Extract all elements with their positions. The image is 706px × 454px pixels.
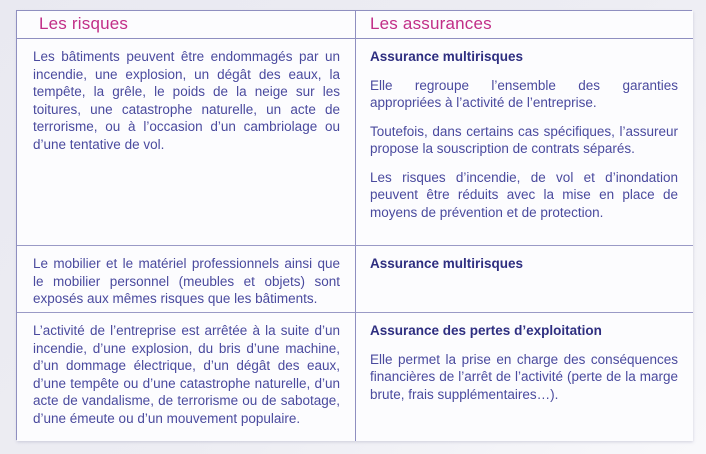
column-header-assurances-label: Les assurances — [370, 13, 492, 33]
risk-cell-activite-arretee — [17, 312, 356, 441]
risk-cell-batiments — [17, 39, 356, 245]
risks-assurances-table — [16, 10, 692, 440]
risk-cell-mobilier — [17, 245, 356, 312]
assurance-title: Assurance multirisques — [370, 49, 524, 64]
risk-text: Le mobilier et le matériel professionnels ainsi que le mobilier personnel (meubles et objets) sont exposés aux mêmes risques que les bâtiments. — [33, 256, 340, 306]
column-header-assurances — [356, 11, 693, 39]
column-header-risques — [17, 11, 356, 39]
assurance-paragraph: Elle regroupe l’ensemble des garanties appropriées à l’activité de l’entreprise. — [370, 77, 678, 110]
column-header-risques-label: Les risques — [39, 13, 129, 33]
assurance-paragraph: Elle permet la prise en charge des conséquences financières de l’arrêt de l’activité (perte de la marge brute, frais supplémentaires…). — [370, 351, 678, 402]
assurance-paragraph: Les risques d’incendie, de vol et d’inondation peuvent être réduits avec la mise en place de moyens de prévention et de protection. — [370, 169, 678, 220]
assurance-title: Assurance multirisques — [370, 256, 524, 271]
risk-text: L’activité de l’entreprise est arrêtée à la suite d’un incendie, d’une explosion, du bris d’une machine, d’un dommage électrique, d’un dégât des eaux, d’une tempête ou d’une catastrophe naturelle, d’un acte de vandalisme, de terrorisme ou de sabotage, d’une émeute ou d’un mouvement populaire. — [33, 323, 340, 426]
assurance-title: Assurance des pertes d’exploitation — [370, 323, 602, 338]
assurance-cell-pertes-exploitation — [356, 312, 693, 441]
assurance-cell-multirisques-1 — [356, 39, 693, 245]
assurance-paragraph: Toutefois, dans certains cas spécifiques, l’assureur propose la souscription de contrats séparés. — [370, 123, 678, 156]
assurance-cell-multirisques-2 — [356, 245, 693, 312]
risk-text: Les bâtiments peuvent être endommagés par un incendie, une explosion, un dégât des eaux, la tempête, la grêle, le poids de la neige sur les toitures, une catastrophe naturelle, un acte de terrorisme, ou à l’occasion d’un cambriolage ou d’une tentative de vol. — [33, 49, 340, 152]
